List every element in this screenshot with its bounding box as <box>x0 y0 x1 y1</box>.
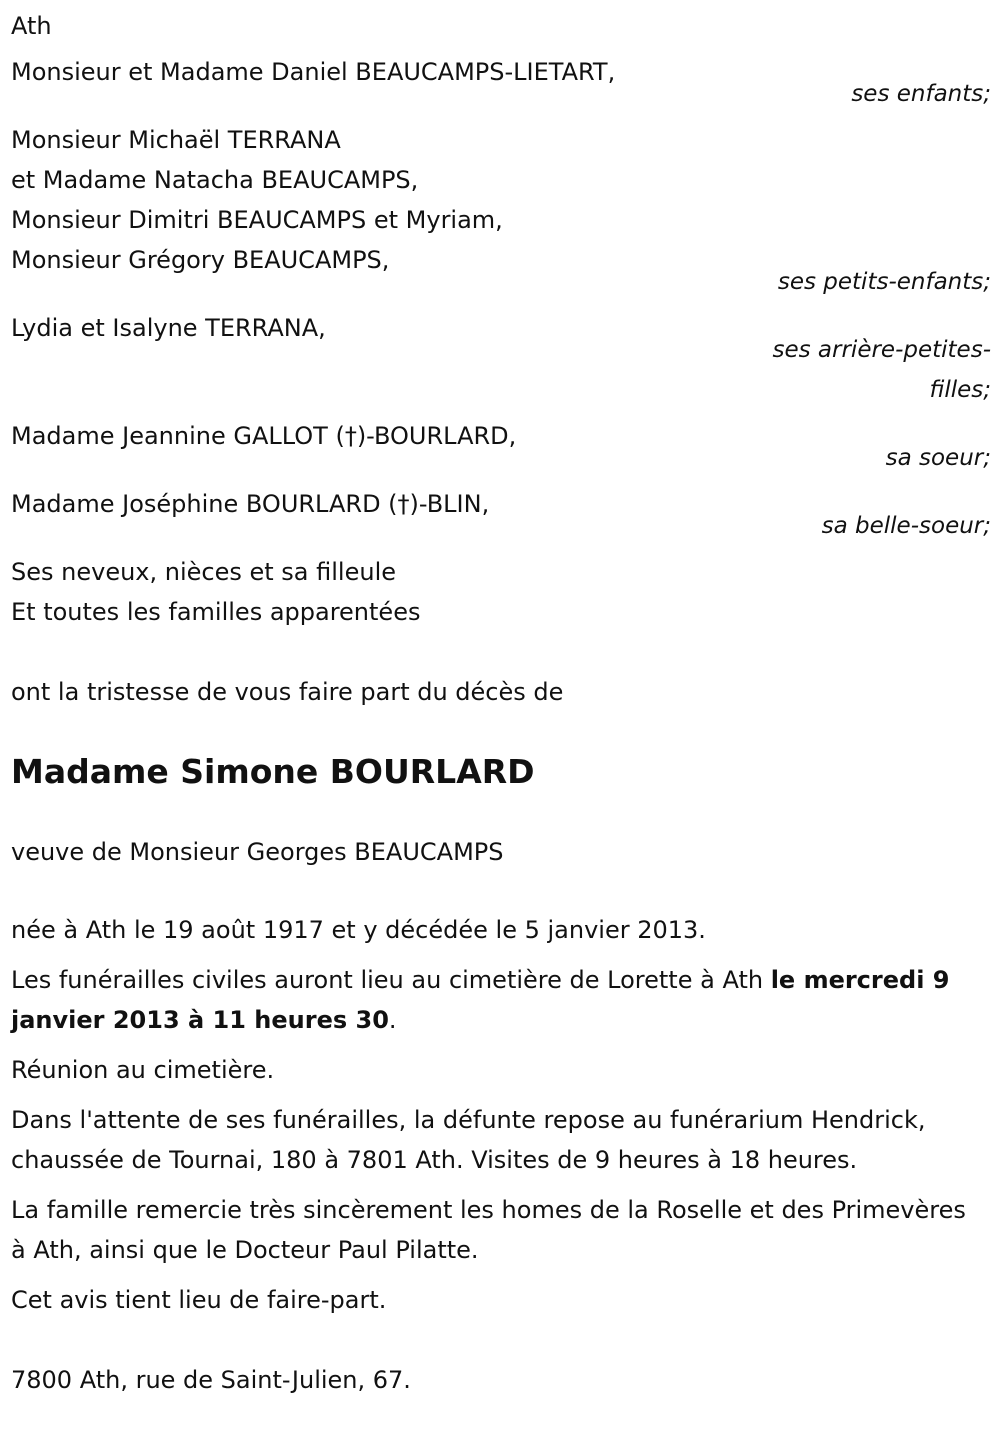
funeral-text-before: Les funérailles civiles auront lieu au cimetière de Lorette à Ath <box>11 966 771 994</box>
notice-text: Cet avis tient lieu de faire-part. <box>11 1286 387 1314</box>
relation-label: ses enfants; <box>851 81 991 107</box>
family-line: Madame Jeannine GALLOT (†)-BOURLARD, <box>11 422 517 450</box>
family-line: Monsieur Grégory BEAUCAMPS, <box>11 246 390 274</box>
announcement-text: ont la tristesse de vous faire part du décès de <box>11 678 564 706</box>
family-line: Monsieur Dimitri BEAUCAMPS et Myriam, <box>11 206 503 234</box>
obituary-notice <box>11 6 991 1400</box>
relation-label: sa belle-soeur; <box>821 513 991 539</box>
family-group-great-grandchildren <box>11 308 991 410</box>
place-heading: Ath <box>11 12 52 40</box>
thanks-text: La famille remercie très sincèrement les homes de la Roselle et des Primevères à Ath, ainsi que le Docteur Paul Pilatte. <box>11 1196 966 1264</box>
family-group-grandchildren <box>11 120 991 302</box>
birth-death-text: née à Ath le 19 août 1917 et y décédée le 5 janvier 2013. <box>11 916 706 944</box>
relation-label: sa soeur; <box>885 445 991 471</box>
funeral-date-time: le mercredi 9 janvier 2013 à 11 heures 30 <box>11 966 950 1034</box>
family-group-sister-in-law <box>11 484 991 546</box>
family-line: Monsieur Michaël TERRANA <box>11 126 341 154</box>
relation-label: ses arrière-petites-filles; <box>772 337 991 403</box>
family-line: Madame Joséphine BOURLARD (†)-BLIN, <box>11 490 490 518</box>
others-line: Ses neveux, nièces et sa filleule <box>11 558 396 586</box>
address-text: 7800 Ath, rue de Saint-Julien, 67. <box>11 1366 411 1394</box>
funeral-text <box>11 960 971 1040</box>
widow-of-text: veuve de Monsieur Georges BEAUCAMPS <box>11 838 504 866</box>
family-line: et Madame Natacha BEAUCAMPS, <box>11 166 419 194</box>
family-line: Monsieur et Madame Daniel BEAUCAMPS-LIETART, <box>11 58 616 86</box>
family-group-children <box>11 52 991 114</box>
family-group-sister <box>11 416 991 478</box>
funeral-text-after: . <box>388 1006 397 1034</box>
others-line: Et toutes les familles apparentées <box>11 598 421 626</box>
relation-label: ses petits-enfants; <box>777 269 991 295</box>
family-line: Lydia et Isalyne TERRANA, <box>11 314 326 342</box>
meeting-text: Réunion au cimetière. <box>11 1056 275 1084</box>
rest-text: Dans l'attente de ses funérailles, la défunte repose au funérarium Hendrick, chaussée de Tournai, 180 à 7801 Ath. Visites de 9 heures à 18 heures. <box>11 1106 926 1174</box>
deceased-name: Madame Simone BOURLARD <box>11 752 535 791</box>
